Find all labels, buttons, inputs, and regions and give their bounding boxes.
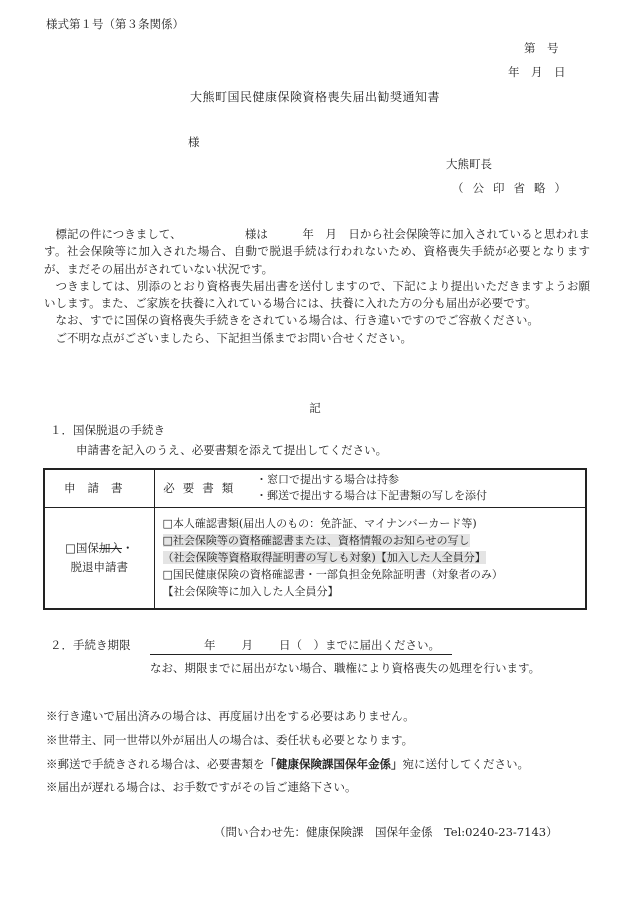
table-header-row (44, 469, 586, 507)
header-application: 申請書 (44, 469, 154, 507)
section1-subtext: 申請書を記入のうえ、必要書類を添えて提出してください。 (76, 443, 388, 457)
late-note: なお、期限までに届出がない場合、職権により資格喪失の処理を行います。 (150, 661, 541, 675)
requirements-table (43, 468, 587, 610)
application-checkbox-label: □国保 (65, 541, 99, 556)
ki-heading: 記 (309, 401, 321, 415)
deadline-month: 月 (241, 638, 253, 652)
sender-name: 大熊町長 (446, 157, 492, 171)
section1-heading: １．国保脱退の手続き (50, 423, 165, 437)
body-paragraph: ご不明な点がございましたら、下記担当係までお問い合せください。 (55, 330, 412, 345)
deadline-day: 日（ ）までに届出ください。 (279, 638, 440, 652)
body-text (44, 226, 590, 347)
form-number: 様式第１号（第３条関係） (46, 17, 184, 31)
body-paragraph: つきましては、別添のとおり資格喪失届出書を送付しますので、下記により提出いただきますようお願いします。また、ご家族を扶養に入れている場合には、扶養に入れた方の分も届出が必要です。 (44, 278, 590, 310)
document-item: □本人確認書類(届出人のもの：免許証、マイナンバーカード等) (162, 517, 477, 531)
required-documents-cell (154, 507, 586, 609)
application-line2: 脱退申請書 (70, 559, 128, 574)
header-note: ・窓口で提出する場合は持参 (256, 473, 399, 487)
body-paragraph: 標記の件につきまして、 様は 年 月 日から社会保険等に加入されていると思われます。社会保険等に加入された場合、自動で脱退手続は行われないため、資格喪失手続が必要となりますが、まだその届出がされていない状況です。 (44, 227, 590, 276)
note-item: ※行き違いで届出済みの場合は、再度届け出をする必要はありません。 (46, 709, 415, 723)
note-bold-text: 「健康保険課国保年金係」 (264, 756, 403, 771)
deadline-year: 年 (204, 638, 216, 652)
note-item: ※郵送で手続きされる場合は、必要書類を「健康保険課国保年金係」宛に送付してください。 (46, 756, 529, 771)
document-number-line: 第 号 (524, 41, 559, 55)
section2-heading: ２．手続き期限 (50, 638, 131, 652)
header-notes (250, 469, 586, 507)
struck-text: 加入 (98, 541, 122, 556)
document-item: □国民健康保険の資格確認書・一部負担金免除証明書（対象者のみ） (162, 568, 503, 582)
addressee-suffix: 様 (188, 135, 200, 149)
deadline-line (150, 637, 452, 655)
notes-list (46, 708, 529, 803)
application-form-cell (44, 507, 154, 609)
seal-note: （公印省略） (452, 181, 575, 195)
document-item: 【社会保険等に加入した人全員分】 (162, 585, 339, 599)
body-paragraph: なお、すでに国保の資格喪失手続きをされている場合は、行き違いですのでご容赦ください。 (55, 313, 539, 328)
contact-info: （問い合わせ先：健康保険課 国保年金係 Tel:0240-23-7143） (214, 825, 558, 839)
header-documents: 必要書類 (154, 469, 250, 507)
header-note: ・郵送で提出する場合は下記書類の写しを添付 (256, 489, 487, 503)
note-item: ※世帯主、同一世帯以外が届出人の場合は、委任状も必要となります。 (46, 732, 414, 747)
document-item: （社会保険等資格取得証明書の写しも対象)【加入した人全員分】 (162, 551, 486, 565)
document-item: □社会保険等の資格確認書または、資格情報のお知らせの写し (162, 534, 470, 548)
note-item: ※届出が遅れる場合は、お手数ですがその旨ご連絡下さい。 (46, 780, 357, 795)
table-row (44, 507, 586, 609)
application-dot: ・ (121, 541, 134, 556)
page-title: 大熊町国民健康保険資格喪失届出勧奨通知書 (189, 90, 440, 104)
issue-date-line: 年 月 日 (508, 65, 566, 79)
